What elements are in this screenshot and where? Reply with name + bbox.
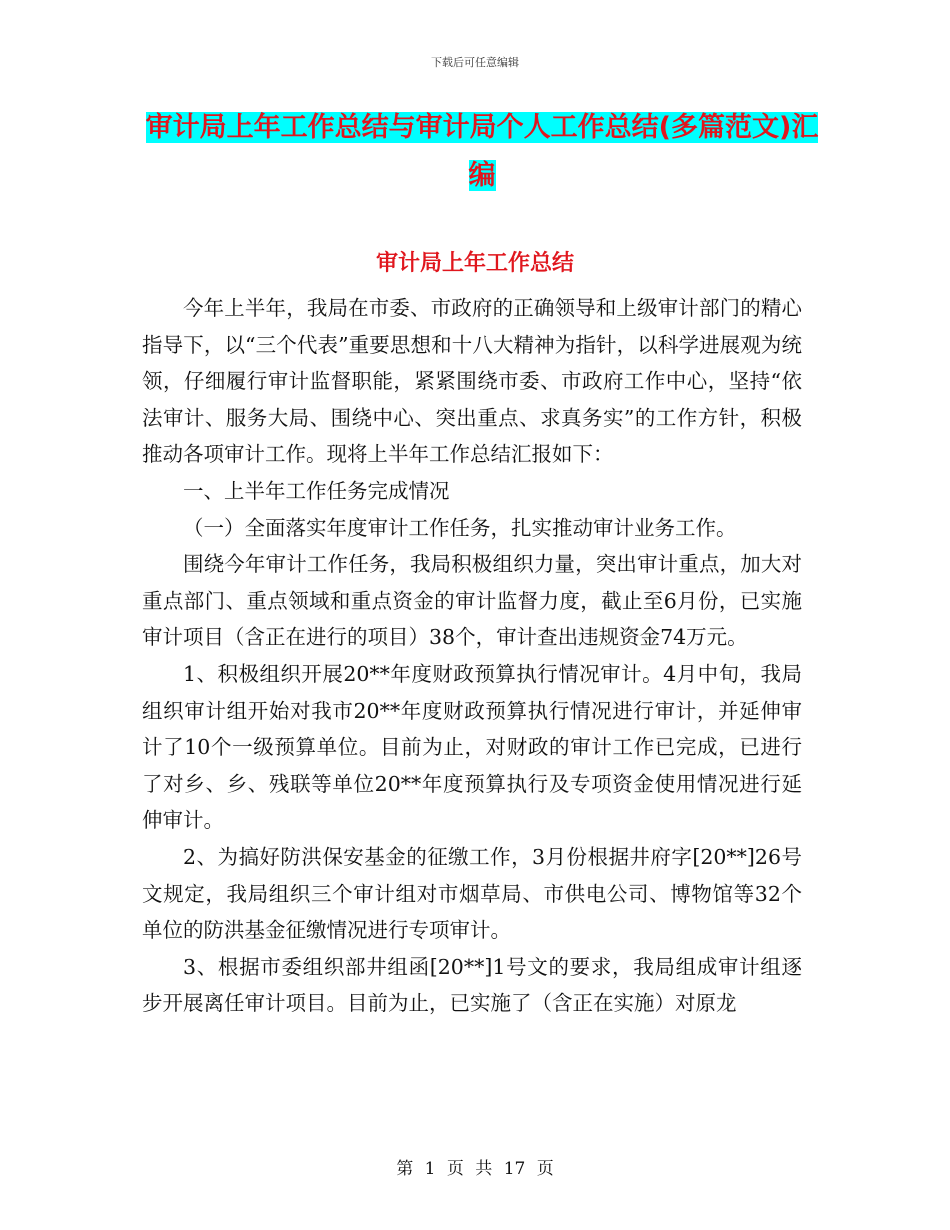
- document-title: [142, 104, 822, 200]
- paragraph-intro: 今年上半年，我局在市委、市政府的正确领导和上级审计部门的精心指导下，以“三个代表”重要思想和十八大精神为指针，以科学进展观为统领，仔细履行审计监督职能，紧紧围绕市委、市政府工作中心，坚持“依法审计、服务大局、围绕中心、突出重点、求真务实”的工作方针，积极推动各项审计工作。现将上半年工作总结汇报如下：: [142, 296, 802, 467]
- document-title-text: 审计局上年工作总结与审计局个人工作总结(多篇范文)汇编: [145, 112, 819, 191]
- paragraph-heading-1: 一、上半年工作任务完成情况: [183, 478, 450, 503]
- header-note: 下载后可任意编辑: [431, 56, 519, 69]
- paragraph-item-3: 3、根据市委组织部井组函[20**]1号文的要求，我局组成审计组逐步开展离任审计项目。目前为止，已实施了（含正在实施）对原龙: [142, 954, 802, 1016]
- paragraph-item-1: 1、积极组织开展20**年度财政预算执行情况审计。4月中旬，我局组织审计组开始对我市20**年度财政预算执行情况进行审计，并延伸审计了10个一级预算单位。目前为止，对财政的审计工作已完成，已进行了对乡、乡、残联等单位20**年度预算执行及专项资金使用情况进行延伸审计。: [142, 661, 802, 833]
- paragraph-item-2: 2、为搞好防洪保安基金的征缴工作，3月份根据井府字[20**]26号文规定，我局组织三个审计组对市烟草局、市供电公司、博物馆等32个单位的防洪基金征缴情况进行专项审计。: [142, 844, 802, 943]
- page-number-footer: 第 1 页 共 17 页: [396, 1159, 554, 1179]
- paragraph-subheading-1: （一）全面落实年度审计工作任务，扎实推动审计业务工作。: [183, 515, 737, 540]
- document-body: [142, 290, 802, 1022]
- paragraph-summary: 围绕今年审计工作任务，我局积极组织力量，突出审计重点，加大对重点部门、重点领域和重点资金的审计监督力度，截止至6月份，已实施审计项目（含正在进行的项目）38个，审计查出违规资金74万元。: [142, 552, 802, 650]
- section-title: 审计局上年工作总结: [375, 251, 574, 276]
